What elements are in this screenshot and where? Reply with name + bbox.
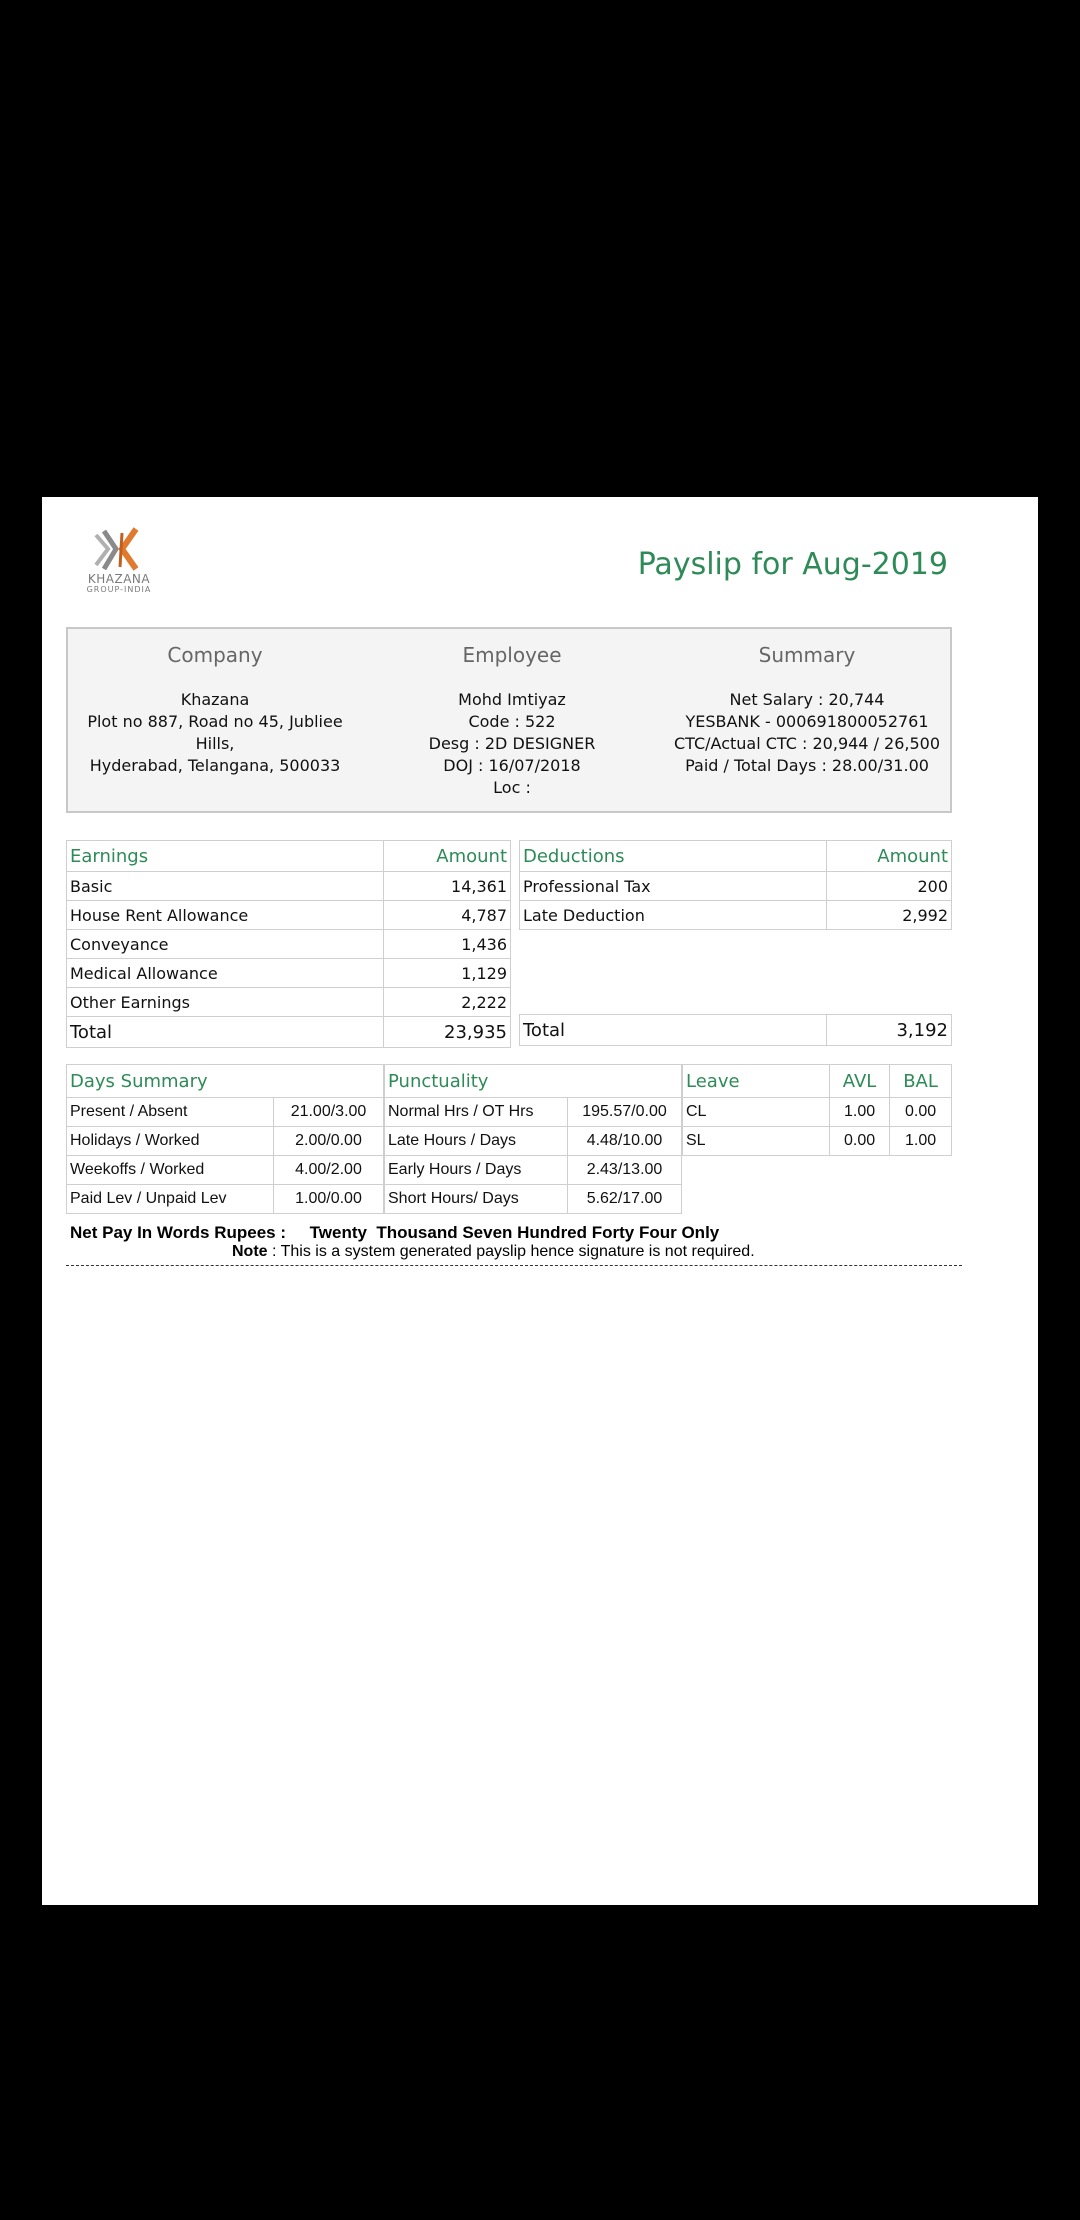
spacer-row: [520, 986, 952, 1015]
days-label: Weekoffs / Worked: [67, 1156, 274, 1185]
earnings-table: [66, 840, 511, 1048]
net-pay-amount-words: Twenty Thousand Seven Hundred Forty Four Only: [309, 1223, 720, 1242]
info-box: [66, 627, 952, 813]
table-row: [67, 1185, 384, 1214]
earning-label: House Rent Allowance: [67, 901, 384, 930]
table-row: [67, 901, 511, 930]
leave-bal-heading: BAL: [890, 1065, 952, 1098]
earning-label: Medical Allowance: [67, 959, 384, 988]
punctuality-value: 4.48/10.00: [568, 1127, 682, 1156]
employee-column: [362, 643, 662, 799]
punctuality-value: 5.62/17.00: [568, 1185, 682, 1214]
summary-line: Paid / Total Days : 28.00/31.00: [685, 756, 929, 775]
net-pay-label: Net Pay In Words Rupees :: [70, 1223, 287, 1242]
days-summary-heading: Days Summary: [67, 1065, 384, 1098]
earning-label: Conveyance: [67, 930, 384, 959]
leave-avl-heading: AVL: [830, 1065, 890, 1098]
company-heading: Company: [167, 643, 263, 667]
page-title: Payslip for Aug-2019: [637, 547, 948, 582]
days-summary-table: [66, 1064, 384, 1214]
deductions-table: [519, 840, 952, 1046]
leave-type: SL: [683, 1127, 830, 1156]
spacer-row: [520, 930, 952, 959]
table-row: [683, 1127, 952, 1156]
punctuality-heading: Punctuality: [385, 1065, 682, 1098]
punctuality-label: Late Hours / Days: [385, 1127, 568, 1156]
earning-amount: 1,436: [384, 930, 511, 959]
net-pay-words: [70, 1223, 719, 1243]
leave-type: CL: [683, 1098, 830, 1127]
earning-amount: 1,129: [384, 959, 511, 988]
khazana-logo-icon: [74, 527, 164, 573]
summary-line: YESBANK - 000691800052761: [685, 712, 929, 731]
leave-avl: 1.00: [830, 1098, 890, 1127]
table-row: [67, 930, 511, 959]
earnings-amount-heading: Amount: [384, 841, 511, 872]
earnings-total-label: Total: [67, 1017, 384, 1048]
payslip-page: [42, 497, 1038, 1905]
employee-line: Mohd Imtiyaz: [458, 690, 566, 709]
note-text: : This is a system generated payslip hence signature is not required.: [267, 1243, 755, 1260]
days-value: 21.00/3.00: [274, 1098, 384, 1127]
table-row: [67, 1065, 384, 1098]
deduction-amount: 200: [827, 872, 952, 901]
punctuality-table: [384, 1064, 682, 1214]
summary-line: Net Salary : 20,744: [729, 690, 885, 709]
punctuality-label: Early Hours / Days: [385, 1156, 568, 1185]
logo-subtext: GROUP-INDIA: [86, 585, 152, 594]
summary-heading: Summary: [758, 643, 856, 667]
deductions-heading: Deductions: [520, 841, 827, 872]
earnings-total: 23,935: [384, 1017, 511, 1048]
table-row: [67, 1017, 511, 1048]
days-label: Holidays / Worked: [67, 1127, 274, 1156]
note: [232, 1243, 755, 1261]
earning-amount: 4,787: [384, 901, 511, 930]
punctuality-label: Short Hours/ Days: [385, 1185, 568, 1214]
company-column: [68, 643, 362, 777]
punctuality-value: 2.43/13.00: [568, 1156, 682, 1185]
summary-line: CTC/Actual CTC : 20,944 / 26,500: [673, 734, 941, 753]
deduction-amount: 2,992: [827, 901, 952, 930]
table-row: [385, 1065, 682, 1098]
table-row: [520, 841, 952, 872]
table-row: [67, 841, 511, 872]
table-row: [683, 1098, 952, 1127]
deductions-total-label: Total: [520, 1015, 827, 1046]
table-row: [67, 988, 511, 1017]
earnings-heading: Earnings: [67, 841, 384, 872]
table-row: [520, 872, 952, 901]
table-row: [385, 1156, 682, 1185]
table-row: [385, 1185, 682, 1214]
leave-bal: 1.00: [890, 1127, 952, 1156]
spacer-row: [520, 958, 952, 986]
employee-line: DOJ : 16/07/2018: [443, 756, 581, 775]
employee-line: Code : 522: [468, 712, 556, 731]
deductions-total: 3,192: [827, 1015, 952, 1046]
leave-table: [682, 1064, 952, 1156]
dashed-divider: [66, 1265, 962, 1266]
earning-amount: 14,361: [384, 872, 511, 901]
days-value: 2.00/0.00: [274, 1127, 384, 1156]
table-row: [385, 1127, 682, 1156]
table-row: [520, 1015, 952, 1046]
company-line: Hyderabad, Telangana, 500033: [89, 756, 341, 775]
deduction-label: Late Deduction: [520, 901, 827, 930]
table-row: [683, 1065, 952, 1098]
leave-avl: 0.00: [830, 1127, 890, 1156]
deduction-label: Professional Tax: [520, 872, 827, 901]
table-row: [67, 872, 511, 901]
employee-line: Loc :: [493, 778, 531, 797]
days-value: 4.00/2.00: [274, 1156, 384, 1185]
days-label: Present / Absent: [67, 1098, 274, 1127]
table-row: [520, 901, 952, 930]
table-row: [67, 959, 511, 988]
logo-text: KHAZANA: [87, 572, 151, 586]
punctuality-label: Normal Hrs / OT Hrs: [385, 1098, 568, 1127]
company-logo: [74, 527, 164, 597]
company-line: Plot no 887, Road no 45, Jubliee Hills,: [87, 712, 343, 753]
summary-column: [662, 643, 952, 777]
note-label: Note: [232, 1243, 268, 1260]
table-row: [385, 1098, 682, 1127]
company-line: Khazana: [180, 690, 250, 709]
table-row: [67, 1127, 384, 1156]
leave-bal: 0.00: [890, 1098, 952, 1127]
days-label: Paid Lev / Unpaid Lev: [67, 1185, 274, 1214]
employee-heading: Employee: [462, 643, 562, 667]
punctuality-value: 195.57/0.00: [568, 1098, 682, 1127]
table-row: [67, 1098, 384, 1127]
days-value: 1.00/0.00: [274, 1185, 384, 1214]
earning-label: Basic: [67, 872, 384, 901]
earning-label: Other Earnings: [67, 988, 384, 1017]
earning-amount: 2,222: [384, 988, 511, 1017]
leave-heading: Leave: [683, 1065, 830, 1098]
employee-line: Desg : 2D DESIGNER: [428, 734, 596, 753]
table-row: [67, 1156, 384, 1185]
deductions-amount-heading: Amount: [827, 841, 952, 872]
